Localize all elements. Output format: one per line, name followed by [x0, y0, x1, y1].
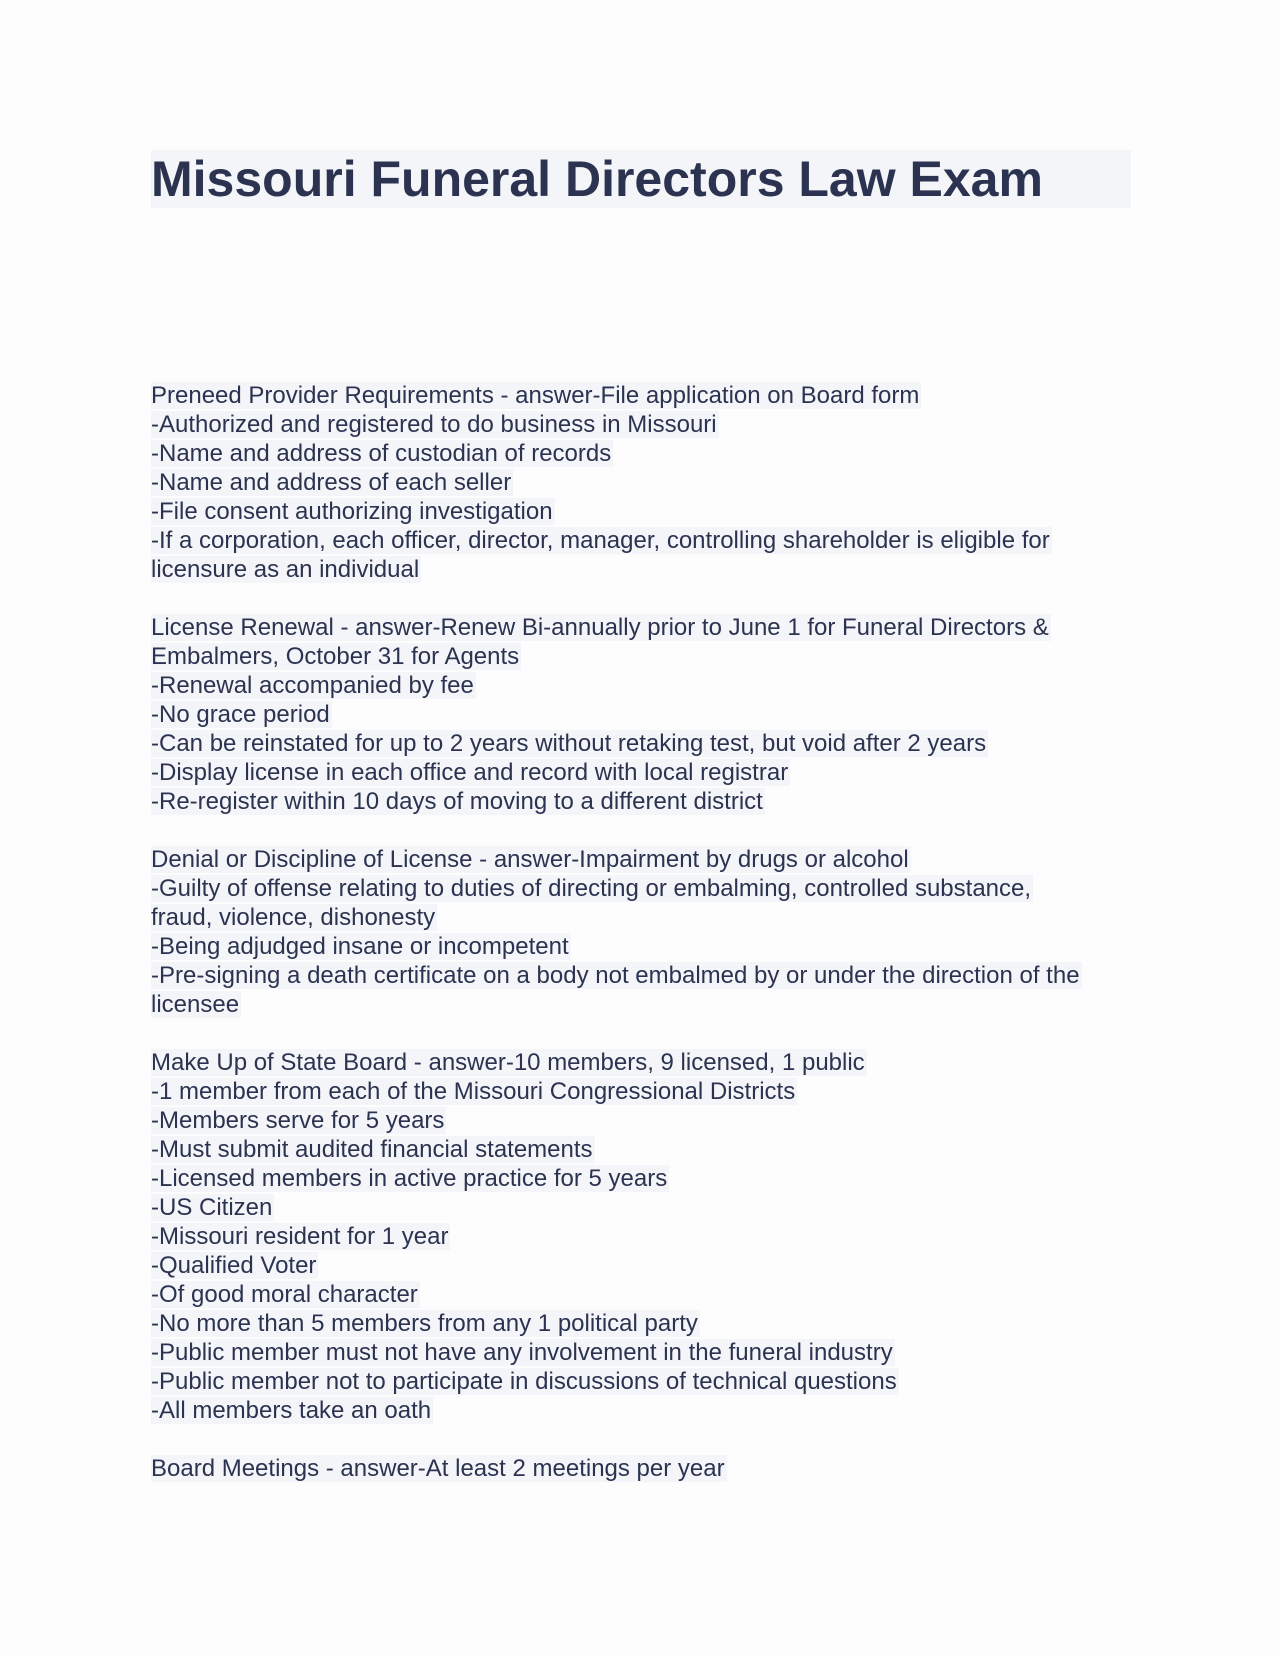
qa-answer-line: -All members take an oath	[151, 1397, 432, 1424]
qa-answer-line: -Can be reinstated for up to 2 years without retaking test, but void after 2 years	[151, 730, 987, 757]
qa-answer-line: -Name and address of each seller	[151, 469, 512, 496]
qa-question-line: Denial or Discipline of License - answer-Impairment by drugs or alcohol	[151, 846, 909, 873]
qa-answer-line: -Members serve for 5 years	[151, 1107, 445, 1134]
qa-answer-line: Embalmers, October 31 for Agents	[151, 643, 520, 670]
qa-answer-line: licensee	[151, 991, 240, 1018]
qa-question-line: Make Up of State Board - answer-10 members, 9 licensed, 1 public	[151, 1049, 865, 1076]
qa-answer-line: -Guilty of offense relating to duties of directing or embalming, controlled substance,	[151, 875, 1032, 902]
qa-answer-line: -1 member from each of the Missouri Congressional Districts	[151, 1078, 796, 1105]
qa-answer-line: -Renewal accompanied by fee	[151, 672, 474, 699]
qa-answer-line: -Authorized and registered to do business in Missouri	[151, 411, 717, 438]
qa-answer-line: -Name and address of custodian of records	[151, 440, 612, 467]
qa-block-board-meetings	[151, 1454, 1131, 1483]
qa-answer-line: -Qualified Voter	[151, 1252, 317, 1279]
qa-question-line: License Renewal - answer-Renew Bi-annually prior to June 1 for Funeral Directors &	[151, 614, 1049, 641]
qa-answer-line: -Public member not to participate in discussions of technical questions	[151, 1368, 897, 1395]
qa-block-denial-discipline	[151, 845, 1131, 1019]
qa-block-license-renewal	[151, 613, 1131, 816]
qa-answer-line: -Being adjudged insane or incompetent	[151, 933, 569, 960]
qa-answer-line: -Pre-signing a death certificate on a body not embalmed by or under the direction of the	[151, 962, 1080, 989]
qa-answer-line: fraud, violence, dishonesty	[151, 904, 436, 931]
qa-block-state-board	[151, 1048, 1131, 1425]
qa-question-line: Preneed Provider Requirements - answer-File application on Board form	[151, 382, 920, 409]
qa-answer-line: -Of good moral character	[151, 1281, 418, 1308]
qa-answer-line: -Display license in each office and record with local registrar	[151, 759, 789, 786]
qa-answer-line: -If a corporation, each officer, director, manager, controlling shareholder is eligible for	[151, 527, 1050, 554]
qa-answer-line: -US Citizen	[151, 1194, 273, 1221]
qa-block-preneed	[151, 381, 1131, 584]
qa-answer-line: -Re-register within 10 days of moving to a different district	[151, 788, 763, 815]
qa-answer-line: -Public member must not have any involvement in the funeral industry	[151, 1339, 893, 1366]
qa-answer-line: licensure as an individual	[151, 556, 420, 583]
qa-answer-line: -Must submit audited financial statements	[151, 1136, 593, 1163]
qa-answer-line: -No more than 5 members from any 1 political party	[151, 1310, 698, 1337]
qa-answer-line: -Missouri resident for 1 year	[151, 1223, 449, 1250]
qa-sections	[151, 381, 1131, 1512]
qa-answer-line: -No grace period	[151, 701, 330, 728]
qa-answer-line: -Licensed members in active practice for 5 years	[151, 1165, 668, 1192]
document-title: Missouri Funeral Directors Law Exam	[151, 150, 1131, 208]
qa-question-line: Board Meetings - answer-At least 2 meetings per year	[151, 1455, 725, 1482]
qa-answer-line: -File consent authorizing investigation	[151, 498, 553, 525]
document-page	[151, 150, 1131, 1482]
